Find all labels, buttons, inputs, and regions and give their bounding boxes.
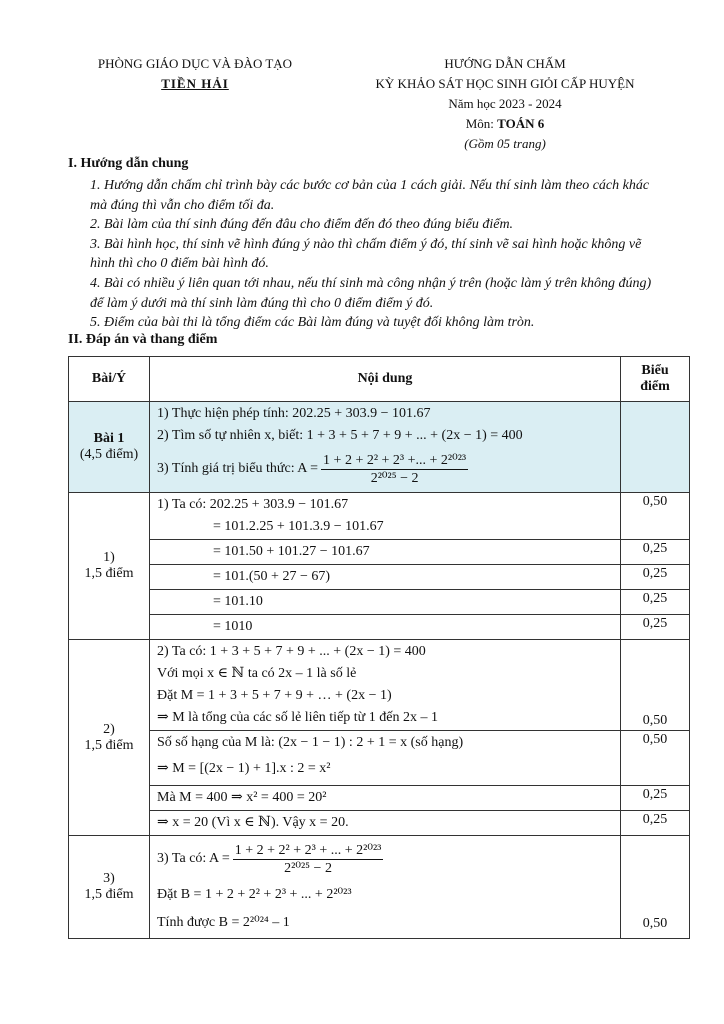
guideline-item: 3. Bài hình học, thí sinh vẽ hình đúng ý nào thì chấm điểm ý đó, thí sinh vẽ sai hình hoặc không vẽ hình thì cho 0 điểm bài hình đó. xyxy=(90,236,642,272)
fraction-denominator: 2²⁰²⁵ − 2 xyxy=(284,860,332,876)
part2-row xyxy=(69,786,690,811)
col-header-score-line2: điểm xyxy=(640,379,670,394)
part2-row xyxy=(69,811,690,836)
part2-step: 2) Ta có: 1 + 3 + 5 + 7 + 9 + ... + (2x − 1) = 400 xyxy=(157,644,426,659)
part1-label: 1) xyxy=(103,550,115,565)
part2-score: 0,25 xyxy=(621,786,690,811)
part3-fraction xyxy=(233,842,384,877)
section-general-title: I. Hướng dẫn chung xyxy=(68,156,189,171)
part1-score: 0,25 xyxy=(621,590,690,615)
part2-score: 0,25 xyxy=(621,811,690,836)
problem-q1: 1) Thực hiện phép tính: 202.25 + 303.9 − 101.67 xyxy=(157,406,431,421)
part1-label-cell xyxy=(69,493,150,640)
part3-step: Tính được B = 2²⁰²⁴ – 1 xyxy=(157,915,290,930)
guideline-item: 5. Điểm của bài thi là tổng điểm các Bài làm đúng và tuyệt đối không làm tròn. xyxy=(90,315,535,331)
part2-step: ⇒ M là tổng của các số lẻ liên tiếp từ 1 đến 2x – 1 xyxy=(157,710,438,725)
part3-score: 0,50 xyxy=(621,836,690,939)
part2-step: ⇒ x = 20 (Vì x ∈ ℕ). Vậy x = 20. xyxy=(157,815,349,830)
exam-name: KỲ KHẢO SÁT HỌC SINH GIỎI CẤP HUYỆN xyxy=(375,76,635,91)
part1-score: 0,25 xyxy=(621,540,690,565)
subject-line xyxy=(350,114,660,134)
part1-step-cell xyxy=(150,493,621,540)
guideline-item: 4. Bài có nhiều ý liên quan tới nhau, nếu thí sinh mà công nhận ý trên (hoặc làm ý trên không đúng) để làm ý dưới mà thí sinh làm đúng thì cho 0 điểm điểm ý đó. xyxy=(90,275,652,311)
document-title-block xyxy=(350,54,660,154)
part2-step: Đặt M = 1 + 3 + 5 + 7 + 9 + … + (2x − 1) xyxy=(157,688,392,703)
problem-label-cell xyxy=(69,402,150,493)
issuer-district: TIỀN HẢI xyxy=(161,76,229,91)
part3-label: 3) xyxy=(103,871,115,886)
part2-step-cell xyxy=(150,786,621,811)
part1-step: = 101.2.25 + 101.3.9 − 101.67 xyxy=(213,519,384,534)
problem-score-cell xyxy=(621,402,690,493)
problem-q3-fraction xyxy=(321,452,468,487)
part1-step-cell xyxy=(150,590,621,615)
part1-step: 1) Ta có: 202.25 + 303.9 − 101.67 xyxy=(157,497,349,512)
part1-step: = 101.10 xyxy=(213,594,263,609)
fraction-numerator: 1 + 2 + 2² + 2³ +... + 2²⁰²³ xyxy=(323,452,467,468)
col-header-score-line1: Biểu xyxy=(641,363,669,378)
part1-score: 0,25 xyxy=(621,565,690,590)
part1-row xyxy=(69,493,690,540)
part2-step-cell xyxy=(150,811,621,836)
part3-step xyxy=(151,837,619,881)
part3-step: Đặt B = 1 + 2 + 2² + 2³ + ... + 2²⁰²³ xyxy=(157,887,352,902)
part1-score: 0,50 xyxy=(621,493,690,540)
problem-points: (4,5 điểm) xyxy=(79,447,139,462)
part3-row xyxy=(69,836,690,939)
part1-row xyxy=(69,540,690,565)
part1-row xyxy=(69,565,690,590)
problem-name: Bài 1 xyxy=(93,431,125,446)
problem-q2: 2) Tìm số tự nhiên x, biết: 1 + 3 + 5 + 7 + 9 + ... + (2x − 1) = 400 xyxy=(157,428,523,443)
part1-row xyxy=(69,590,690,615)
part2-step-cell xyxy=(150,640,621,731)
problem-q3-prefix: 3) Tính giá trị biểu thức: A = xyxy=(157,461,319,476)
part3-points: 1,5 điểm xyxy=(84,887,134,902)
part2-step-cell xyxy=(150,731,621,786)
issuer-department: PHÒNG GIÁO DỤC VÀ ĐÀO TẠO xyxy=(97,56,293,71)
school-year: Năm học 2023 - 2024 xyxy=(448,96,562,111)
problem-q3 xyxy=(151,447,619,491)
part1-step: = 101.(50 + 27 − 67) xyxy=(213,569,331,584)
part2-label: 2) xyxy=(103,721,115,737)
col-header-content: Nội dung xyxy=(150,357,621,402)
col-header-score xyxy=(621,357,690,402)
guideline-item: 2. Bài làm của thí sinh đúng đến đâu cho điểm đến đó theo đúng biểu điểm. xyxy=(90,217,514,233)
issuer-block xyxy=(70,54,320,94)
answer-table xyxy=(68,356,690,939)
col-header-problem: Bài/Ý xyxy=(69,357,150,402)
part2-step: Với mọi x ∈ ℕ ta có 2x – 1 là số lẻ xyxy=(157,666,357,681)
part2-row xyxy=(69,731,690,786)
guideline-item: 1. Hướng dẫn chấm chỉ trình bày các bước cơ bản của 1 cách giải. Nếu thí sinh làm theo cách khác mà đúng thì vẫn cho điểm tối đa. xyxy=(90,178,650,213)
general-guidelines xyxy=(90,176,660,333)
part1-score: 0,25 xyxy=(621,615,690,640)
part1-step: = 101.50 + 101.27 − 101.67 xyxy=(213,544,370,559)
part1-step-cell xyxy=(150,565,621,590)
subject-value: TOÁN 6 xyxy=(497,116,545,131)
part2-step: ⇒ M = [(2x − 1) + 1].x : 2 = x² xyxy=(157,761,331,776)
fraction-denominator: 2²⁰²⁵ − 2 xyxy=(370,470,419,486)
pages-note: (Gồm 05 trang) xyxy=(464,136,546,151)
part2-label-cell xyxy=(69,640,150,836)
document-title: HƯỚNG DẪN CHẤM xyxy=(444,56,566,71)
problem-statement-cell xyxy=(150,402,621,493)
problem-row xyxy=(69,402,690,493)
part2-step: Số số hạng của M là: (2x − 1 − 1) : 2 + 1 = x (số hạng) xyxy=(157,735,464,750)
part2-row xyxy=(69,640,690,731)
section-answers-title: II. Đáp án và thang điểm xyxy=(68,332,218,347)
part3-step-prefix: 3) Ta có: A = xyxy=(157,851,230,866)
table-header-row xyxy=(69,357,690,402)
part1-points: 1,5 điểm xyxy=(84,566,134,581)
part1-step: = 1010 xyxy=(213,619,253,634)
part1-step-cell xyxy=(150,615,621,640)
fraction-numerator: 1 + 2 + 2² + 2³ + ... + 2²⁰²³ xyxy=(234,842,382,858)
part2-step: Mà M = 400 ⇒ x² = 400 = 20² xyxy=(157,790,327,805)
part2-score: 0,50 xyxy=(621,640,690,731)
part1-row xyxy=(69,615,690,640)
part2-score: 0,50 xyxy=(621,731,690,786)
part2-points: 1,5 điểm xyxy=(84,737,134,753)
part3-label-cell xyxy=(69,836,150,939)
subject-label: Môn: xyxy=(465,116,494,131)
part3-step-cell xyxy=(150,836,621,939)
part1-step-cell xyxy=(150,540,621,565)
